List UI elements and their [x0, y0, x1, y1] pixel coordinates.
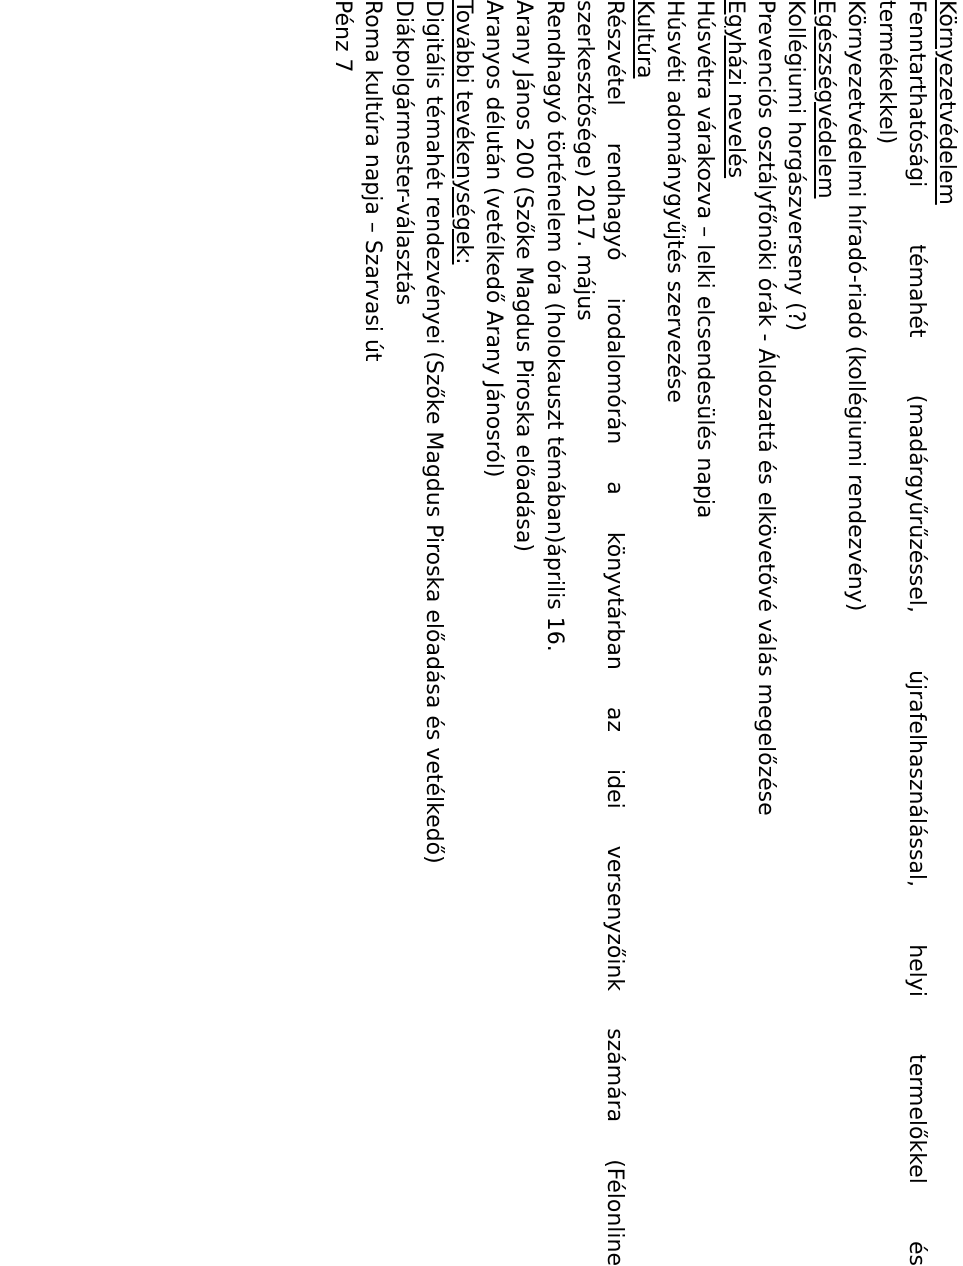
text-line: Húsvétra várakozva – lelki elcsendesülés napja — [692, 0, 718, 519]
text-line: termékekkel) — [873, 0, 899, 145]
text-line: Digitális témahét rendezvényei (Szőke Magdus Piroska előadása és vetélkedő) — [420, 0, 446, 864]
section-heading-egyhazi-neveles: Egyházi nevelés — [722, 0, 748, 179]
section-heading-kornyezetvedelem: Környezetvédelem — [934, 0, 959, 205]
text-line: Arany János 200 (Szőke Magdus Piroska előadása) — [511, 0, 537, 552]
text-line: Kollégiumi horgászverseny (?) — [783, 0, 809, 332]
text-line: szerkesztősége) 2017. május — [571, 0, 597, 321]
text-line: Roma kultúra napja – Szarvasi út — [360, 0, 386, 362]
text-line: Húsvéti adománygyűjtés szervezése — [662, 0, 688, 403]
text-line: Rendhagyó történelem óra (holokauszt témában)április 16. — [541, 0, 567, 652]
text-line: Prevenciós osztályfőnöki órák - Áldozattá és elkövetővé válás megelőzése — [752, 0, 778, 816]
text-line: Pénz 7 — [330, 0, 356, 73]
section-heading-egeszsegvedelem: Egészségvédelem — [813, 0, 839, 199]
text-line: Diákpolgármester-választás — [390, 0, 416, 306]
text-line: Fenntarthatósági témahét (madárgyűrűzéssel, újrafelhasználással, helyi termelőkkel és — [903, 0, 929, 1266]
text-line: Részvétel rendhagyó irodalomórán a könyvtárban az idei versenyzőink számára (Félonline — [601, 0, 627, 1266]
section-heading-kultura: Kultúra — [632, 0, 658, 79]
section-heading-tovabbi-tevekenysegek: További tevékenységek: — [451, 0, 476, 265]
text-line: Aranyos délután (vetélkedő Arany Jánosról) — [481, 0, 507, 478]
text-line: Környezetvédelmi híradó-riadó (kollégiumi rendezvény) — [843, 0, 869, 612]
